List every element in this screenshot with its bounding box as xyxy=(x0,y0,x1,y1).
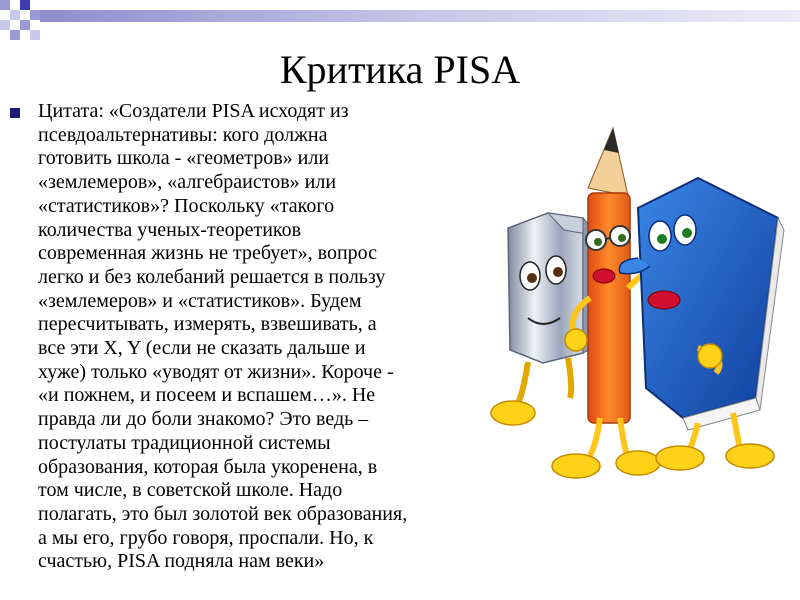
text-line: «и пожнем, и посеем и вспашем…». Не xyxy=(38,384,376,407)
text-line: легко и без колебаний решается в пользу xyxy=(38,265,386,288)
text-line: образования, которая была укоренена, в xyxy=(38,455,378,478)
text-line: а мы его, грубо говоря, проспали. Но, к xyxy=(38,526,374,549)
text-line: «землемеров», «алгебраистов» или xyxy=(38,171,337,194)
text-line: постулаты традиционной системы xyxy=(38,431,331,454)
text-line: количества ученых-теоретиков xyxy=(38,218,302,241)
quote-text xyxy=(38,100,508,574)
text-line: Цитата: «Создатели PISA исходят из xyxy=(38,100,349,122)
text-line: хуже) только «уводят от жизни». Короче - xyxy=(38,360,394,383)
text-line: «землемеров» и «статистиков». Будем xyxy=(38,289,362,312)
text-line: «статистиков»? Поскольку «такого xyxy=(38,194,335,217)
text-line: полагать, это был золотой век образования, xyxy=(38,502,408,525)
text-line: правда ли до боли знакомо? Это ведь – xyxy=(38,408,369,431)
text-line: современная жизнь не требует», вопрос xyxy=(38,242,378,265)
header-decoration xyxy=(0,0,800,50)
text-line: все эти X, Y (если не сказать дальше и xyxy=(38,337,366,360)
cartoon-clipart xyxy=(488,118,788,490)
slide-title: Критика PISA xyxy=(279,47,521,92)
square-bullet-icon xyxy=(10,108,20,118)
text-line: пересчитывать, измерять, взвешивать, а xyxy=(38,313,377,336)
letters-character xyxy=(491,213,598,425)
text-line: счастью, PISA подняла нам веки» xyxy=(38,550,325,573)
text-line: том числе, в советской школе. Надо xyxy=(38,479,343,502)
text-line: псевдоальтернативы: кого должна xyxy=(38,123,328,146)
text-line: готовить школа - «геометров» или xyxy=(38,147,330,170)
book-character xyxy=(619,178,784,470)
